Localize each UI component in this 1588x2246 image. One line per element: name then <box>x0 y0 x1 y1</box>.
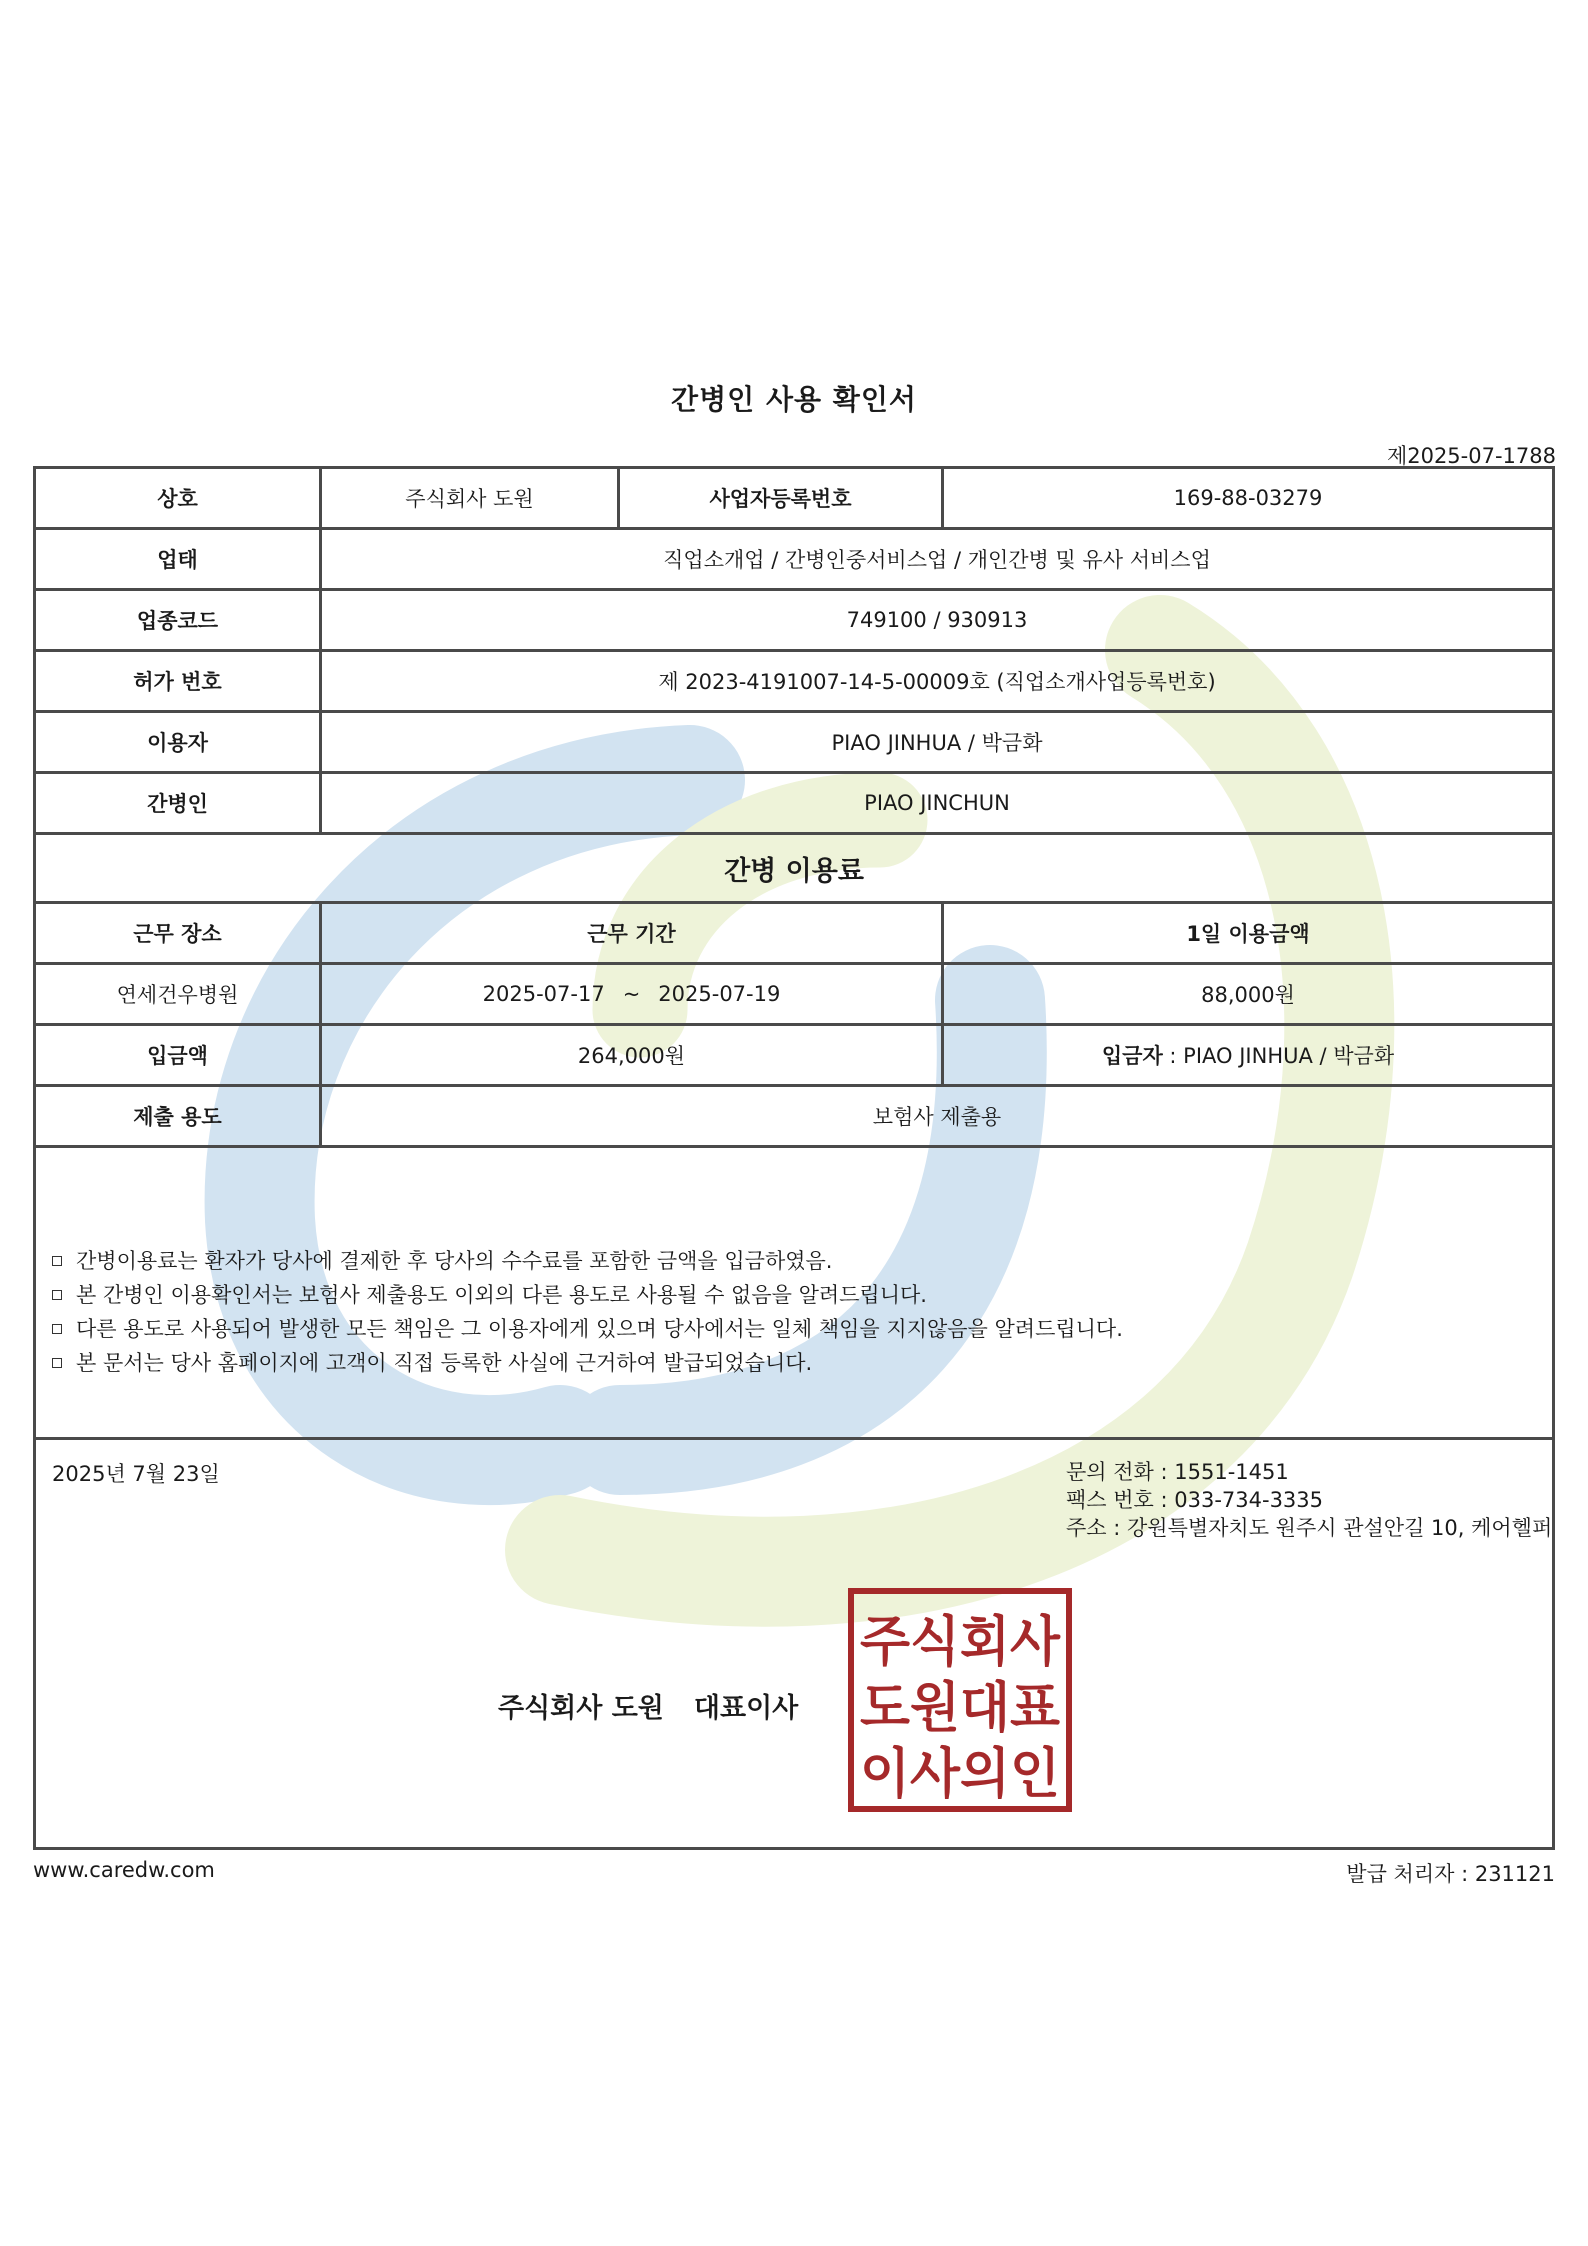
period-separator: ~ <box>622 982 641 1006</box>
user-label: 이용자 <box>147 731 208 755</box>
issuer: 발급 처리자 : 231121 <box>1346 1862 1555 1886</box>
deposit-value: 264,000원 <box>577 1044 686 1068</box>
document-title: 간병인 사용 확인서 <box>671 383 917 416</box>
square-bullet-icon <box>52 1324 62 1334</box>
work-place-value: 연세건우병원 <box>116 983 239 1007</box>
period-start: 2025-07-17 <box>482 982 605 1006</box>
svg-text:도원대표: 도원대표 <box>860 1676 1060 1739</box>
industry-code-label: 업종코드 <box>136 609 219 633</box>
signer-title: 대표이사 <box>693 1693 799 1724</box>
company-label: 상호 <box>157 487 198 511</box>
business-type-label: 업태 <box>157 548 198 572</box>
license-label: 허가 번호 <box>133 670 222 694</box>
document-number: 제2025-07-1788 <box>1386 444 1556 468</box>
industry-code-value: 749100 / 930913 <box>846 608 1028 632</box>
purpose-label: 제출 용도 <box>133 1105 222 1129</box>
depositor-label: 입금자 <box>1101 1044 1163 1068</box>
website: www.caredw.com <box>33 1858 215 1882</box>
period-end: 2025-07-19 <box>658 982 781 1006</box>
signer <box>498 1686 828 1725</box>
issue-date: 2025년 7월 23일 <box>52 1462 220 1486</box>
notice-item: 간병이용료는 환자가 당사에 결제한 후 당사의 수수료를 포함한 금액을 입금하였음. <box>52 1244 1123 1278</box>
contact-fax: 팩스 번호 : 033-734-3335 <box>1066 1488 1324 1512</box>
square-bullet-icon <box>52 1358 62 1368</box>
work-period-value <box>322 965 941 1023</box>
notice-item: 다른 용도로 사용되어 발생한 모든 책임은 그 이용자에게 있으며 당사에서는 일체 책임을 지지않음을 알려드립니다. <box>52 1312 1123 1346</box>
daily-fee-label: 1일 이용금액 <box>1186 922 1310 946</box>
daily-fee-value: 88,000원 <box>1201 983 1295 1007</box>
svg-text:주식회사: 주식회사 <box>860 1610 1061 1673</box>
contact-info <box>1066 1458 1552 1542</box>
company-seal <box>848 1588 1072 1812</box>
square-bullet-icon <box>52 1290 62 1300</box>
depositor-value: : PIAO JINHUA / 박금화 <box>1162 1044 1395 1068</box>
notice-item: 본 간병인 이용확인서는 보험사 제출용도 이외의 다른 용도로 사용될 수 없음을 알려드립니다. <box>52 1278 1123 1312</box>
company-value: 주식회사 도원 <box>405 487 534 511</box>
square-bullet-icon <box>52 1256 62 1266</box>
work-period-label: 근무 기간 <box>587 922 676 946</box>
biz-no-label: 사업자등록번호 <box>709 487 852 511</box>
work-place-label: 근무 장소 <box>133 922 222 946</box>
biz-no-value: 169-88-03279 <box>1173 486 1323 510</box>
license-value: 제 2023-4191007-14-5-00009호 (직업소개사업등록번호) <box>658 670 1216 694</box>
fee-section-title: 간병 이용료 <box>724 855 864 887</box>
notice-list <box>52 1244 1123 1380</box>
svg-text:이사의인: 이사의인 <box>860 1742 1060 1805</box>
contact-address: 주소 : 강원특별자치도 원주시 관설안길 10, 케어헬퍼 <box>1066 1516 1553 1540</box>
business-type-value: 직업소개업 / 간병인중서비스업 / 개인간병 및 유사 서비스업 <box>663 548 1211 572</box>
depositor <box>944 1026 1552 1084</box>
notice-item: 본 문서는 당사 홈페이지에 고객이 직접 등록한 사실에 근거하여 발급되었습니다. <box>52 1346 1123 1380</box>
caregiver-value: PIAO JINCHUN <box>864 791 1010 815</box>
user-value: PIAO JINHUA / 박금화 <box>831 731 1043 755</box>
purpose-value: 보험사 제출용 <box>872 1105 1002 1129</box>
caregiver-label: 간병인 <box>147 792 208 816</box>
signer-company: 주식회사 도원 <box>498 1693 664 1724</box>
deposit-label: 입금액 <box>147 1044 208 1068</box>
contact-phone: 문의 전화 : 1551-1451 <box>1066 1460 1289 1484</box>
